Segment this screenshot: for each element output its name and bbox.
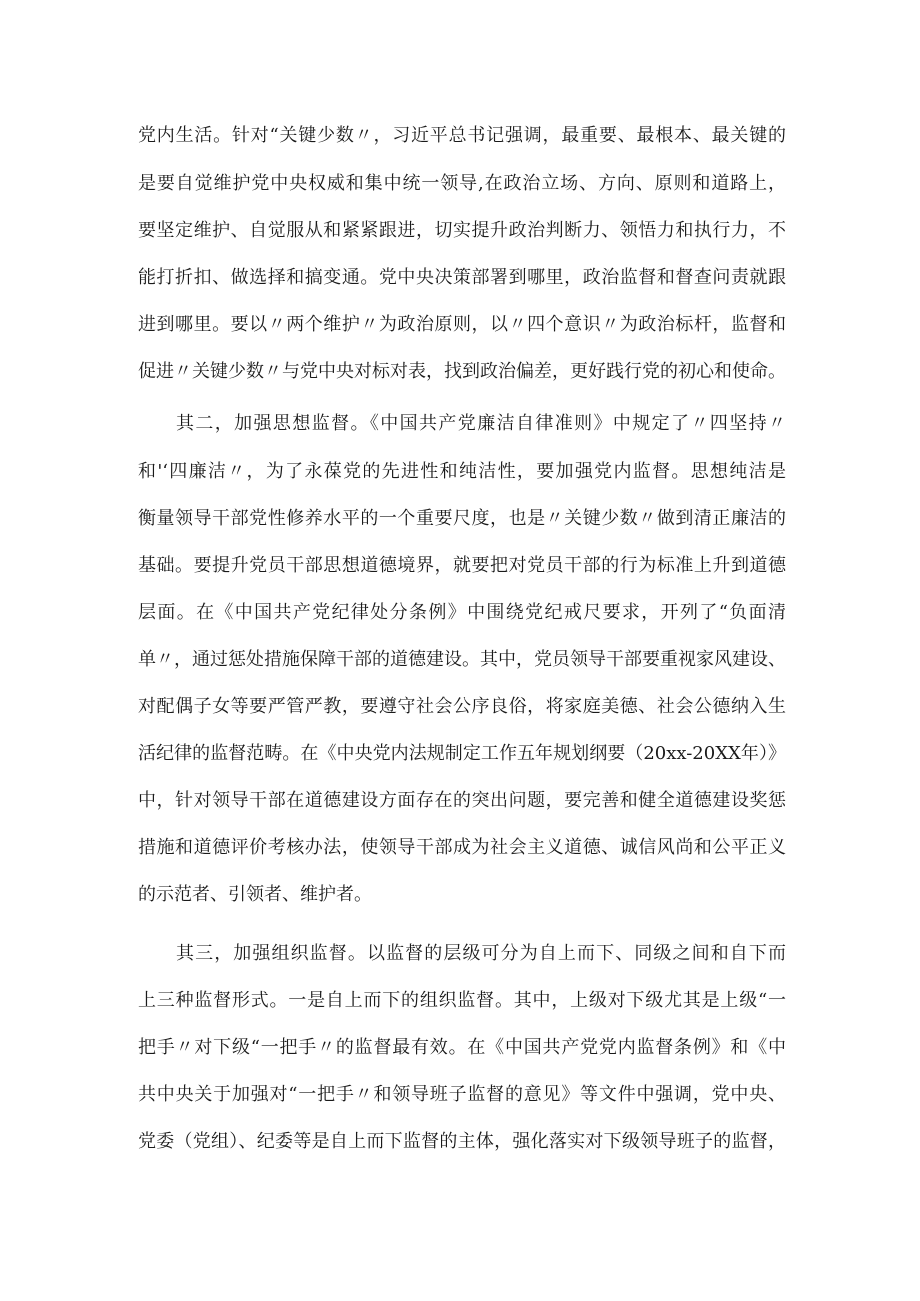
text-line: 党内生活。针对“关键少数〃，习近平总书记强调，最重要、最根本、最关键的 <box>138 125 786 146</box>
text-line: 把手〃对下级“一把手〃的监督最有效。在《中国共产党党内监督条例》和《中 <box>138 1037 786 1058</box>
text-line: 能打折扣、做选择和搞变通。党中央决策部署到哪里，政治监督和督查问责就跟 <box>138 267 786 288</box>
text-line: 措施和道德评价考核办法，使领导干部成为社会主义道德、诚信风尚和公平正义 <box>138 837 786 858</box>
text-line: 和'‘四廉洁〃，为了永葆党的先进性和纯洁性，要加强党内监督。思想纯洁是 <box>138 461 786 482</box>
text-line: 衡量领导干部党性修养水平的一个重要尺度，也是〃关键少数〃做到清正廉洁的 <box>138 508 786 529</box>
text-line: 中，针对领导干部在道德建设方面存在的突出问题，要完善和健全道德建设奖惩 <box>138 790 786 811</box>
text-line: 对配偶子女等要严管严教，要遵守社会公序良俗，将家庭美德、社会公德纳入生 <box>138 696 786 717</box>
text-line: 进到哪里。要以〃两个维护〃为政治原则，以〃四个意识〃为政治标杆，监督和 <box>138 314 786 335</box>
text-line: 是要自觉维护党中央权威和集中统一领导,在政治立场、方向、原则和道路上， <box>138 173 786 194</box>
text-line: 党委（党组）、纪委等是自上而下监督的主体，强化落实对下级领导班子的监督， <box>138 1131 786 1152</box>
text-line: 上三种监督形式。一是自上而下的组织监督。其中，上级对下级尤其是上级“一 <box>138 990 786 1011</box>
text-line: 的示范者、引领者、维护者。 <box>138 884 372 905</box>
paragraph-start-line: 其二，加强思想监督。《中国共产党廉洁自律准则》中规定了〃四坚持〃 <box>176 413 786 434</box>
text-line: 层面。在《中国共产党纪律处分条例》中围绕党纪戒尺要求，开列了“负面清 <box>138 602 786 623</box>
text-line: 活纪律的监督范畴。在《中央党内法规制定工作五年规划纲要（20xx-20XX年）》 <box>138 743 786 764</box>
text-line: 基础。要提升党员干部思想道德境界，就要把对党员干部的行为标准上升到道德 <box>138 555 786 576</box>
paragraph-start-line: 其三，加强组织监督。以监督的层级可分为自上而下、同级之间和自下而 <box>176 943 786 964</box>
text-line: 要坚定维护、自觉服从和紧紧跟进，切实提升政治判断力、领悟力和执行力，不 <box>138 220 786 241</box>
text-line: 单〃，通过惩处措施保障干部的道德建设。其中，党员领导干部要重视家风建设、 <box>138 649 786 670</box>
text-line: 共中央关于加强对“一把手〃和领导班子监督的意见》等文件中强调，党中央、 <box>138 1084 786 1105</box>
text-line: 促进〃关键少数〃与党中央对标对表，找到政治偏差，更好践行党的初心和使命。 <box>138 361 786 382</box>
